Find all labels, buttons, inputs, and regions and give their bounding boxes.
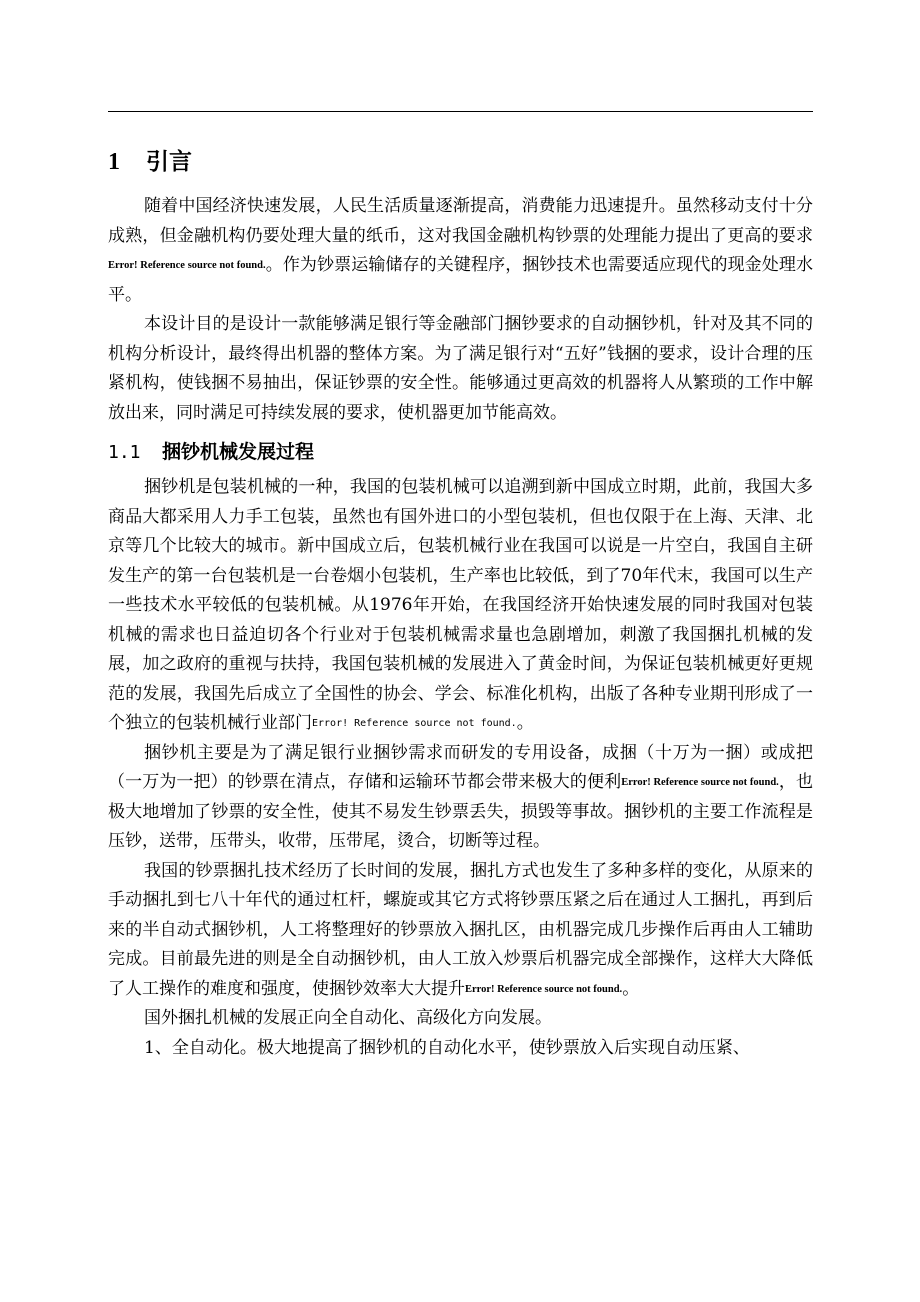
subsection-title: 捆钞机械发展过程 [162,441,315,463]
section-number: 1 [108,149,120,175]
paragraph-text: 。 [516,713,534,733]
section-title: 引言 [146,149,192,175]
reference-error: Error! Reference source not found. [465,983,623,995]
reference-error: Error! Reference source not found. [621,777,779,788]
reference-error: Error! Reference source not found. [312,718,517,729]
paragraph-text: 随着中国经济快速发展，人民生活质量逐渐提高，消费能力迅速提升。虽然移动支付十分成熟，但金融机构仍要处理大量的纸币，这对我国金融机构钞票的处理能力提出了更高的要求 [108,196,813,246]
paragraph [108,739,813,857]
document-body [108,140,813,1063]
paragraph-text: 。 [622,978,640,999]
paragraph [108,473,813,739]
paragraph-text: 捆钞机是包装机械的一种，我国的包装机械可以追溯到新中国成立时期，此前，我国大多商品大都采用人力手工包装，虽然也有国外进口的小型包装机，但也仅限于在上海、天津、北京等几个比较大的城市。新中国成立后，包装机械行业在我国可以说是一片空白，我国自主研发生产的第一台包装机是一台卷烟小包装机，生产率也比较低，到了70年代末，我国可以生产一些技术水平较低的包装机械。从1976年开始，在我国经济开始快速发展的同时我国对包装机械的需求也日益迫切各个行业对于包装机械需求量也急剧增加，刺激了我国捆扎机械的发展，加之政府的重视与扶持，我国包装机械的发展进入了黄金时间，为保证包装机械更好更规范的发展，我国先后成立了全国性的协会、学会、标准化机构，出版了各种专业期刊形成了一个独立的包装机械行业部门 [108,477,813,733]
paragraph: 国外捆扎机械的发展正向全自动化、高级化方向发展。 [144,1008,552,1028]
subsection-number: 1.1 [108,442,141,463]
paragraph: 本设计目的是设计一款能够满足银行等金融部门捆钞要求的自动捆钞机，针对及其不同的机构分析设计，最终得出机器的整体方案。为了满足银行对“五好”钱捆的要求，设计合理的压紧机构，使钱捆不易抽出，保证钞票的安全性。能够通过更高效的机器将人从繁琐的工作中解放出来，同时满足可持续发展的要求，使机器更加节能高效。 [108,314,813,423]
subsection-heading [108,434,813,471]
paragraph [108,192,813,310]
paragraph-text: 。作为钞票运输储存的关键程序，捆钞技术也需要适应现代的现金处理水平。 [108,255,813,305]
paragraph-text: 捆钞机主要是为了满足银行业捆钞需求而研发的专用设备，成捆（十万为一捆）或成把（一万为一把）的钞票在清点，存储和运输环节都会带来极大的便利 [108,742,813,792]
paragraph [108,857,813,1005]
paragraph-text: 我国的钞票捆扎技术经历了长时间的发展，捆扎方式也发生了多种多样的变化，从原来的手动捆扎到七八十年代的通过杠杆，螺旋或其它方式将钞票压紧之后在通过人工捆扎，再到后来的半自动式捆钞机，人工将整理好的钞票放入捆扎区，由机器完成几步操作后再由人工辅助完成。目前最先进的则是全自动捆钞机，由人工放入炒票后机器完成全部操作，这样大大降低了人工操作的难度和强度，使捆钞效率大大提升 [108,860,813,999]
paragraph-text: ，也极大地增加了钞票的安全性，使其不易发生钞票丢失，损毁等事故。捆钞机的主要工作流程是压钞，送带，压带头，收带，压带尾，烫合，切断等过程。 [108,772,814,851]
header-rule [108,111,813,112]
section-heading [108,140,813,192]
paragraph: 1、全自动化。极大地提高了捆钞机的自动化水平，使钞票放入后实现自动压紧、 [144,1037,750,1058]
reference-error: Error! Reference source not found. [108,260,266,271]
